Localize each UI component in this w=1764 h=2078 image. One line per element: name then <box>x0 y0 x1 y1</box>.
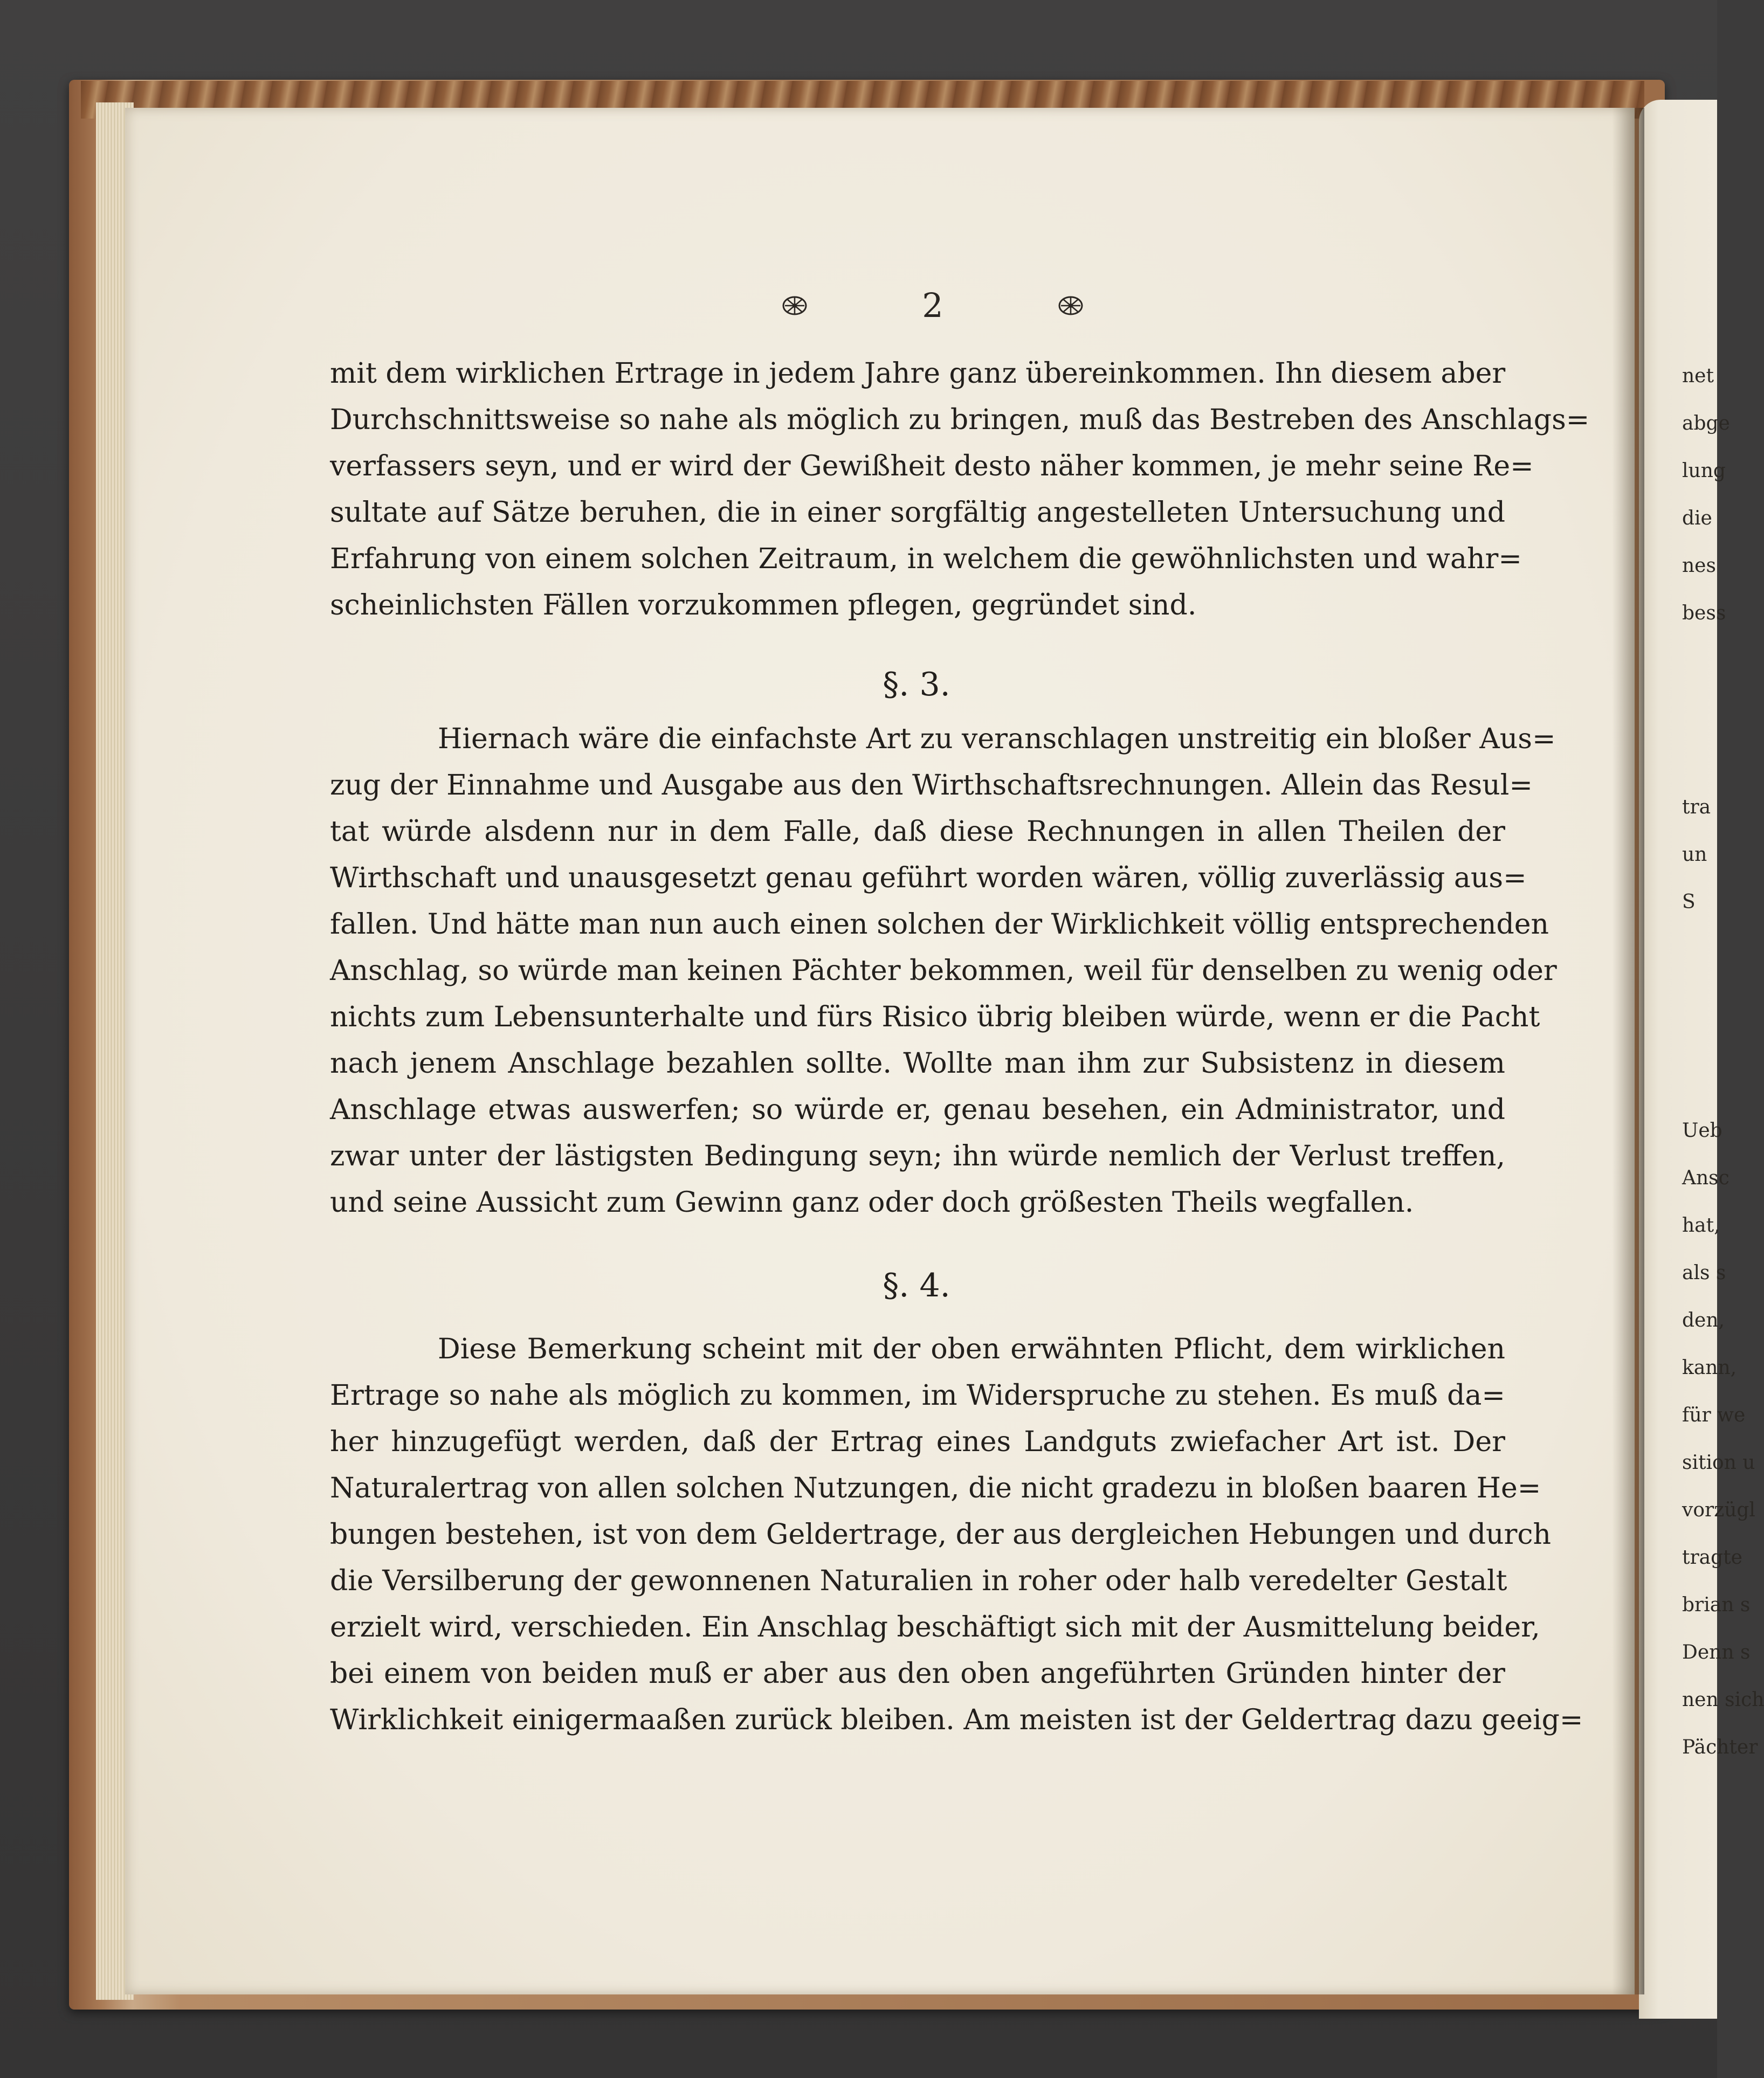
section-3-paragraph <box>330 716 1557 1226</box>
section-4-heading: §. 4. <box>883 1267 950 1304</box>
text-line: Anschlag, so würde man keinen Pächter bekommen, weil für denselben zu wenig oder <box>330 955 1557 987</box>
text-line: Durchschnittsweise so nahe als möglich zu bringen, muß das Bestreben des Anschlags= <box>330 404 1590 436</box>
text-line: Ertrage so nahe als möglich zu kommen, im Widerspruche zu stehen. Es muß da= <box>330 1379 1505 1412</box>
text-line: Naturalertrag von allen solchen Nutzungen, die nicht gradezu in bloßen baaren He= <box>330 1472 1541 1504</box>
facing-fragment: tragte <box>1682 1547 1742 1569</box>
section-4-paragraph <box>330 1326 1583 1743</box>
text-line: fallen. Und hätte man nun auch einen solchen der Wirklichkeit völlig entsprechenden <box>330 908 1549 941</box>
facing-fragment: nen sich <box>1682 1689 1764 1711</box>
text-line: Erfahrung von einem solchen Zeitraum, in welchem die gewöhnlichsten und wahr= <box>330 543 1522 575</box>
facing-fragment: für we <box>1682 1404 1746 1426</box>
text-line: her hinzugefügt werden, daß der Ertrag eines Landguts zwiefacher Art ist. Der <box>330 1426 1505 1458</box>
facing-fragment: Denn s <box>1682 1641 1751 1663</box>
text-line: sultate auf Sätze beruhen, die in einer sorgfältig angestelleten Untersuchung und <box>330 496 1505 529</box>
facing-fragment: lung <box>1682 460 1726 482</box>
text-line: und seine Aussicht zum Gewinn ganz oder doch größesten Theils wegfallen. <box>330 1186 1414 1219</box>
text-line: bungen bestehen, ist von dem Geldertrage, der aus dergleichen Hebungen und durch <box>330 1518 1551 1551</box>
text-line: Anschlage etwas auswerfen; so würde er, genau besehen, ein Administrator, und <box>330 1094 1505 1126</box>
text-line: zwar unter der lästigsten Bedingung seyn; ihn würde nemlich der Verlust treffen, <box>330 1140 1505 1172</box>
text-line: tat würde alsdenn nur in dem Falle, daß diese Rechnungen in allen Theilen der <box>330 816 1505 848</box>
facing-fragment: sition u <box>1682 1452 1755 1474</box>
facing-fragment: Ueb <box>1682 1120 1722 1142</box>
facing-fragment: vorzügl <box>1682 1499 1755 1521</box>
facing-fragment: S <box>1682 891 1696 913</box>
facing-fragment: nes <box>1682 555 1716 577</box>
section-3-heading: §. 3. <box>883 666 950 703</box>
text-line: bei einem von beiden muß er aber aus den oben angeführten Gründen hinter der <box>330 1658 1505 1690</box>
intro-paragraph <box>330 350 1590 629</box>
rosette-ornament-left-icon <box>782 293 808 319</box>
page-header <box>782 287 1084 325</box>
facing-fragment: brian s <box>1682 1594 1751 1616</box>
text-line: Wirthschaft und unausgesetzt genau geführt worden wären, völlig zuverlässig aus= <box>330 862 1527 894</box>
facing-fragment: un <box>1682 844 1707 866</box>
text-line: nach jenem Anschlage bezahlen sollte. Wollte man ihm zur Subsistenz in diesem <box>330 1047 1505 1080</box>
page-number: 2 <box>922 286 943 325</box>
facing-fragment: kann, <box>1682 1357 1737 1379</box>
facing-fragment: Ansc <box>1682 1167 1729 1189</box>
text-line: nichts zum Lebensunterhalte und fürs Risico übrig bleiben würde, wenn er die Pacht <box>330 1001 1540 1033</box>
text-line: die Versilberung der gewonnenen Naturalien in roher oder halb veredelter Gestalt <box>330 1565 1507 1597</box>
gutter-shadow <box>1612 108 1644 1994</box>
facing-fragment: hat, <box>1682 1214 1720 1237</box>
text-line: erzielt wird, verschieden. Ein Anschlag beschäftigt sich mit der Ausmittelung beider, <box>330 1611 1540 1644</box>
text-line: Wirklichkeit einigermaaßen zurück bleiben. Am meisten ist der Geldertrag dazu geeig= <box>330 1704 1583 1736</box>
facing-fragment: die <box>1682 507 1712 529</box>
text-line: mit dem wirklichen Ertrage in jedem Jahre ganz übereinkommen. Ihn diesem aber <box>330 357 1506 390</box>
facing-fragment: Pächter <box>1682 1736 1758 1758</box>
facing-fragment: den, <box>1682 1309 1725 1331</box>
facing-fragment: tra <box>1682 796 1711 818</box>
facing-page <box>1639 100 1717 2019</box>
text-line: Diese Bemerkung scheint mit der oben erwähnten Pflicht, dem wirklichen <box>438 1333 1505 1365</box>
facing-fragment: als s <box>1682 1262 1726 1284</box>
text-line: Hiernach wäre die einfachste Art zu veranschlagen unstreitig ein bloßer Aus= <box>438 723 1556 755</box>
facing-fragment: net <box>1682 365 1714 387</box>
text-line: zug der Einnahme und Ausgabe aus den Wirthschaftsrechnungen. Allein das Resul= <box>330 769 1533 802</box>
facing-fragment: abge <box>1682 412 1730 434</box>
facing-fragment: bess <box>1682 602 1726 624</box>
text-line: scheinlichsten Fällen vorzukommen pflegen, gegründet sind. <box>330 589 1197 622</box>
text-line: verfassers seyn, und er wird der Gewißheit desto näher kommen, je mehr seine Re= <box>330 450 1534 482</box>
rosette-ornament-right-icon <box>1058 293 1084 319</box>
